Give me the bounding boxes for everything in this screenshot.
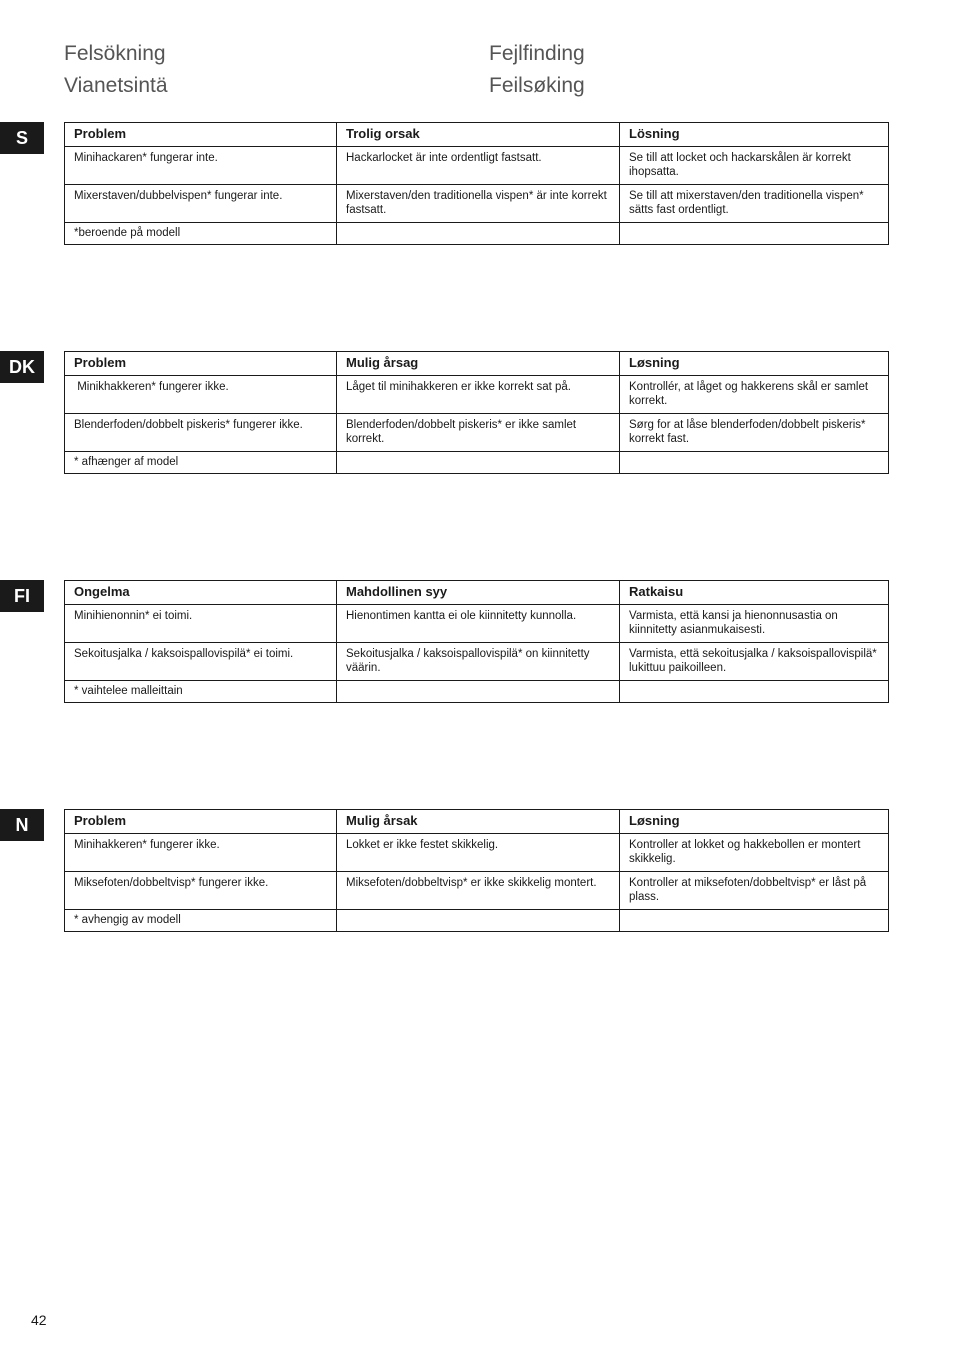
cell-problem: Miksefoten/dobbeltvisp* fungerer ikke. — [65, 872, 337, 910]
cell-problem: Blenderfoden/dobbelt piskeris* fungerer ikke. — [65, 414, 337, 452]
cell-solution: Kontroller at miksefoten/dobbeltvisp* er låst på plass. — [620, 872, 889, 910]
cell-solution: Se till att locket och hackarskålen är korrekt ihopsatta. — [620, 147, 889, 185]
note-row — [65, 452, 889, 474]
title-finnish: Vianetsintä — [64, 74, 168, 97]
table-row — [65, 605, 889, 643]
troubleshooting-table-fi — [64, 580, 889, 703]
table-row — [65, 185, 889, 223]
troubleshooting-table-s — [64, 122, 889, 245]
cell-problem: Sekoitusjalka / kaksoispallovispilä* ei toimi. — [65, 643, 337, 681]
header-solution: Løsning — [620, 810, 889, 834]
note-row — [65, 910, 889, 932]
cell-problem: Minihackaren* fungerar inte. — [65, 147, 337, 185]
header-cause: Mulig årsak — [337, 810, 620, 834]
model-note: * afhænger af model — [65, 452, 337, 474]
cell-problem: Mixerstaven/dubbelvispen* fungerar inte. — [65, 185, 337, 223]
header-solution: Ratkaisu — [620, 581, 889, 605]
header-cause: Mahdollinen syy — [337, 581, 620, 605]
model-note: * vaihtelee malleittain — [65, 681, 337, 703]
table-row — [65, 872, 889, 910]
header-problem: Problem — [65, 810, 337, 834]
title-danish: Fejlfinding — [489, 42, 585, 65]
header-row — [65, 123, 889, 147]
note-row — [65, 681, 889, 703]
cell-cause: Miksefoten/dobbeltvisp* er ikke skikkelig montert. — [337, 872, 620, 910]
table-row — [65, 376, 889, 414]
cell-solution: Sørg for at låse blenderfoden/dobbelt piskeris* korrekt fast. — [620, 414, 889, 452]
cell-cause: Låget til minihakkeren er ikke korrekt sat på. — [337, 376, 620, 414]
language-tab-dk: DK — [0, 351, 44, 383]
model-note: *beroende på modell — [65, 223, 337, 245]
model-note: * avhengig av modell — [65, 910, 337, 932]
cell-cause: Mixerstaven/den traditionella vispen* är inte korrekt fastsatt. — [337, 185, 620, 223]
table-row — [65, 147, 889, 185]
cell-solution: Kontrollér, at låget og hakkerens skål er samlet korrekt. — [620, 376, 889, 414]
cell-cause: Hienontimen kantta ei ole kiinnitetty kunnolla. — [337, 605, 620, 643]
header-problem: Problem — [65, 123, 337, 147]
table-row — [65, 643, 889, 681]
table-row — [65, 834, 889, 872]
language-tab-fi: FI — [0, 580, 44, 612]
cell-solution: Se till att mixerstaven/den traditionella vispen* sätts fast ordentligt. — [620, 185, 889, 223]
cell-solution: Varmista, että kansi ja hienonnusastia on kiinnitetty asianmukaisesti. — [620, 605, 889, 643]
header-row — [65, 810, 889, 834]
empty-cell — [620, 910, 889, 932]
header-solution: Lösning — [620, 123, 889, 147]
cell-cause: Sekoitusjalka / kaksoispallovispilä* on kiinnitetty väärin. — [337, 643, 620, 681]
header-row — [65, 581, 889, 605]
troubleshooting-table-dk — [64, 351, 889, 474]
empty-cell — [620, 452, 889, 474]
cell-problem: Minihakkeren* fungerer ikke. — [65, 834, 337, 872]
header-solution: Løsning — [620, 352, 889, 376]
header-problem: Problem — [65, 352, 337, 376]
troubleshooting-table-n — [64, 809, 889, 932]
cell-problem: Minikhakkeren* fungerer ikke. — [65, 376, 337, 414]
empty-cell — [337, 910, 620, 932]
cell-cause: Lokket er ikke festet skikkelig. — [337, 834, 620, 872]
table-row — [65, 414, 889, 452]
cell-cause: Blenderfoden/dobbelt piskeris* er ikke samlet korrekt. — [337, 414, 620, 452]
empty-cell — [337, 223, 620, 245]
cell-cause: Hackarlocket är inte ordentligt fastsatt. — [337, 147, 620, 185]
empty-cell — [337, 681, 620, 703]
cell-problem: Minihienonnin* ei toimi. — [65, 605, 337, 643]
note-row — [65, 223, 889, 245]
empty-cell — [620, 223, 889, 245]
header-cause: Trolig orsak — [337, 123, 620, 147]
cell-solution: Kontroller at lokket og hakkebollen er montert skikkelig. — [620, 834, 889, 872]
header-problem: Ongelma — [65, 581, 337, 605]
title-norwegian: Feilsøking — [489, 74, 585, 97]
header-row — [65, 352, 889, 376]
empty-cell — [337, 452, 620, 474]
header-cause: Mulig årsag — [337, 352, 620, 376]
title-swedish: Felsökning — [64, 42, 166, 65]
cell-solution: Varmista, että sekoitusjalka / kaksoispallovispilä* lukittuu paikoilleen. — [620, 643, 889, 681]
page-number: 42 — [31, 1312, 47, 1328]
language-tab-s: S — [0, 122, 44, 154]
empty-cell — [620, 681, 889, 703]
language-tab-n: N — [0, 809, 44, 841]
